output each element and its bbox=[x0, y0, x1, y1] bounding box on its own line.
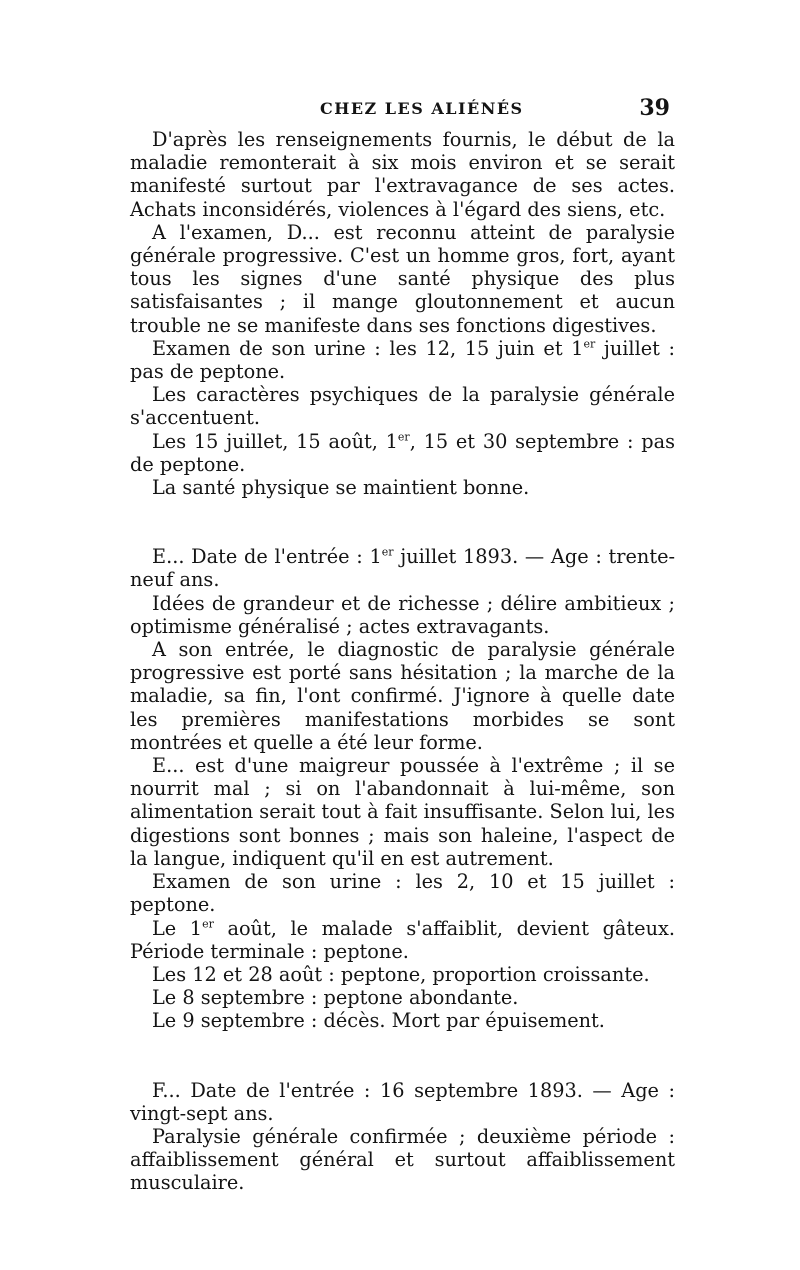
page-body bbox=[130, 128, 675, 1195]
paragraph-f-entry: F... Date de l'entrée : 16 septembre 1893. — Age : vingt-sept ans. bbox=[130, 1078, 675, 1125]
paragraph-e-urine-july: Examen de son urine : les 2, 10 et 15 juillet : peptone. bbox=[130, 870, 675, 917]
paragraph-e-entry: E... Date de l'entrée : 1er juillet 1893. — Age : trente-neuf ans. bbox=[130, 545, 675, 592]
paragraph-d-health: La santé physique se maintient bonne. bbox=[152, 476, 530, 500]
paragraph-f-paralysis: Paralysie générale confirmée ; deuxième période : affaiblissement général et surtout affaiblissement musculaire. bbox=[130, 1124, 675, 1195]
paragraph-e-condition: E... est d'une maigreur poussée à l'extrême ; il se nourrit mal ; si on l'abandonnait à lui-même, son alimentation serait tout à fait insuffisante. Selon lui, les digestions sont bonnes ; mais son haleine, l'aspect de la langue, indiquent qu'il en est autrement. bbox=[130, 754, 675, 870]
paragraph-e-sept-9: Le 9 septembre : décès. Mort par épuisement. bbox=[152, 1009, 605, 1033]
paragraph-e-ideas: Idées de grandeur et de richesse ; délire ambitieux ; optimisme généralisé ; actes extravagants. bbox=[130, 591, 675, 638]
paragraph-e-sept-8: Le 8 septembre : peptone abondante. bbox=[152, 986, 519, 1010]
paragraph-e-august-1: Le 1er août, le malade s'affaiblit, devient gâteux. Période terminale : peptone. bbox=[130, 916, 675, 963]
paragraph-e-diagnosis: A son entrée, le diagnostic de paralysie générale progressive est porté sans hésitation ; la marche de la maladie, sa fin, l'ont confirmé. J'ignore à quelle date les premières manifestations morbides se sont montrées et quelle a été leur forme. bbox=[130, 638, 675, 754]
paragraph-d-urine-sept: Les 15 juillet, 15 août, 1er, 15 et 30 septembre : pas de peptone. bbox=[130, 429, 675, 476]
paragraph-d-psychic: Les caractères psychiques de la paralysie générale s'accentuent. bbox=[130, 383, 675, 430]
paragraph-e-august-12-28: Les 12 et 28 août : peptone, proportion croissante. bbox=[152, 962, 650, 986]
running-title: CHEZ LES ALIÉNÉS bbox=[320, 99, 524, 118]
paragraph-d-exam: A l'examen, D... est reconnu atteint de paralysie générale progressive. C'est un homme gros, fort, ayant tous les signes d'une santé physique des plus satisfaisantes ; il mange gloutonnement et aucun trouble ne se manifeste dans ses fonctions digestives. bbox=[130, 220, 675, 337]
paragraph-d-urine-june: Examen de son urine : les 12, 15 juin et 1er juillet : pas de peptone. bbox=[130, 336, 675, 384]
page-number: 39 bbox=[639, 95, 670, 121]
running-head bbox=[0, 97, 800, 127]
paragraph-d-history: D'après les renseignements fournis, le début de la maladie remonterait à six mois environ et se serait manifesté surtout par l'extravagance de ses actes. Achats inconsidérés, violences à l'égard des siens, etc. bbox=[130, 128, 675, 221]
